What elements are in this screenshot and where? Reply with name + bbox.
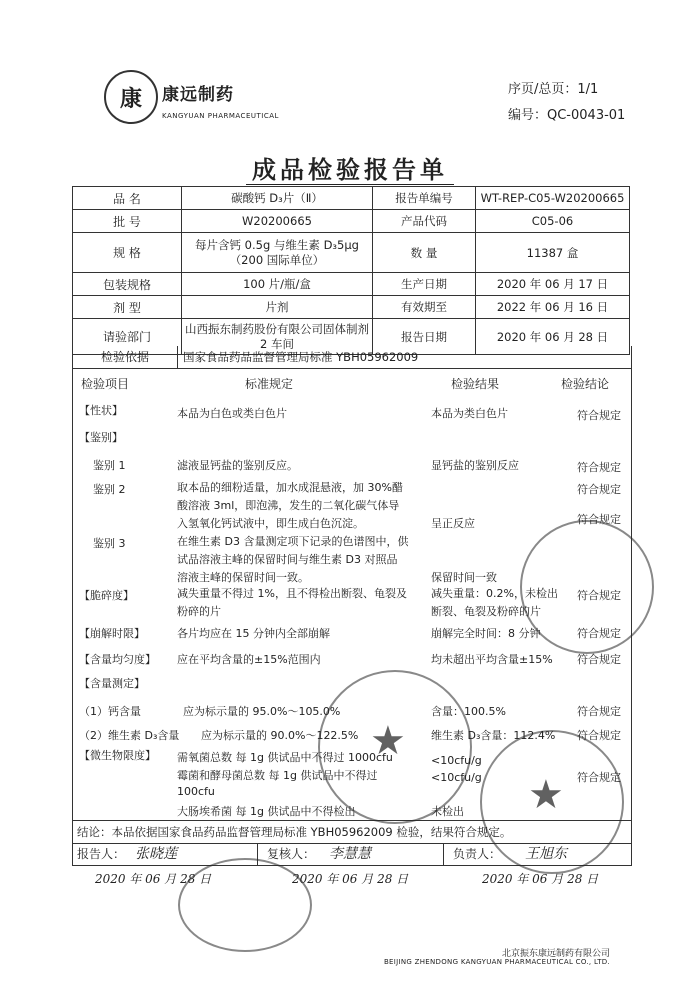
stamp-star-icon: ★ (528, 772, 564, 818)
std-vitd3: 应为标示量的 90.0%～122.5% (201, 729, 359, 742)
value-expiry: 2022 年 06 月 16 日 (476, 296, 630, 319)
reviewer-signature: 李慧慧 (329, 846, 371, 862)
footer-company-cn: 北京振东康远制药有限公司 (501, 949, 610, 959)
section-assay: 【含量测定】 (79, 677, 145, 690)
std-calcium: 应为标示量的 95.0%～105.0% (183, 705, 341, 718)
quality-stamp (520, 520, 654, 654)
result-id2: 呈正反应 (431, 517, 475, 530)
divider (443, 843, 444, 865)
result-calcium: 含量：100.5% (431, 705, 506, 718)
concl-uniformity: 符合规定 (577, 653, 621, 666)
result-microbial-3: 未检出 (431, 805, 464, 818)
concl-calcium: 符合规定 (577, 705, 621, 718)
concl-appearance: 符合规定 (577, 409, 621, 422)
value-quantity: 11387 盒 (476, 233, 630, 273)
value-product-name: 碳酸钙 D₃片（Ⅱ） (182, 187, 373, 210)
result-vitd3: 维生素 D₃含量：112.4% (431, 729, 556, 742)
value-basis: 国家食品药品监督管理局标准 YBH05962009 (183, 350, 419, 364)
table-row (73, 233, 630, 273)
table-row (73, 296, 630, 319)
reporter-signature: 张晓莲 (135, 846, 177, 862)
item-friability: 【脆碎度】 (79, 589, 134, 602)
table-row (73, 210, 630, 233)
value-package: 100 片/瓶/盒 (182, 273, 373, 296)
std-disintegration: 各片均应在 15 分钟内全部崩解 (177, 627, 330, 640)
item-appearance: 【性状】 (79, 404, 123, 417)
item-microbial: 【微生物限度】 (79, 749, 156, 762)
manager-label: 负责人： (453, 847, 502, 861)
company-name-cn: 康远制药 (162, 85, 234, 105)
std-id2-line1: 取本品的细粉适量，加水成混悬液，加 30%醋 (177, 481, 403, 494)
std-id2-line2: 酸溶液 3ml，即泡沸，发生的二氧化碳气体导 (177, 499, 400, 512)
quality-stamp (178, 858, 312, 952)
item-uniformity: 【含量均匀度】 (79, 653, 156, 666)
result-disintegration: 崩解完全时间：8 分钟 (431, 627, 541, 640)
label-package: 包装规格 (73, 273, 182, 296)
std-uniformity: 应在平均含量的±15%范围内 (177, 653, 321, 666)
std-id1: 滤液显钙盐的鉴别反应。 (177, 459, 298, 472)
col-header-standard: 标准规定 (245, 377, 294, 391)
reporter-label: 报告人： (77, 847, 126, 861)
document-code: 编号：QC-0043-01 (508, 108, 626, 123)
label-batch: 批 号 (73, 210, 182, 233)
concl-friability: 符合规定 (577, 589, 621, 602)
std-microbial-line3: 100cfu (177, 785, 215, 798)
stamp-star-icon: ★ (370, 718, 406, 764)
label-product-name: 品 名 (73, 187, 182, 210)
std-id2-line3: 入氢氧化钙试液中，即生成白色沉淀。 (177, 517, 364, 530)
std-appearance: 本品为白色或类白色片 (177, 407, 287, 420)
section-identification: 【鉴别】 (79, 431, 123, 444)
std-microbial-line2: 霉菌和酵母菌总数 每 1g 供试品中不得过 (177, 769, 378, 782)
label-expiry: 有效期至 (373, 296, 476, 319)
label-report-date: 报告日期 (373, 319, 476, 355)
reviewer-date: 2020 年 06 月 28 日 (292, 872, 409, 886)
test-basis-row (72, 346, 632, 369)
col-header-result: 检验结果 (451, 377, 500, 391)
std-friability-line2: 粉碎的片 (177, 605, 221, 618)
concl-vitd3: 符合规定 (577, 729, 621, 742)
reviewer-label: 复核人： (267, 847, 316, 861)
manager-date: 2020 年 06 月 28 日 (482, 872, 599, 886)
result-microbial-2: <10cfu/g (431, 771, 482, 784)
label-dosage-form: 剂 型 (73, 296, 182, 319)
footer-company-en: BEIJING ZHENDONG KANGYUAN PHARMACEUTICAL CO., LTD. (383, 958, 610, 966)
item-id1: 鉴别 1 (93, 459, 126, 472)
value-department: 山西振东制药股份有限公司固体制剂 2 车间 (182, 319, 373, 355)
table-row (73, 273, 630, 296)
result-appearance: 本品为类白色片 (431, 407, 508, 420)
item-id2: 鉴别 2 (93, 483, 126, 496)
std-microbial-line1: 需氧菌总数 每 1g 供试品中不得过 1000cfu (177, 751, 393, 764)
label-mfg-date: 生产日期 (373, 273, 476, 296)
value-spec: 每片含钙 0.5g 与维生素 D₃5μg（200 国际单位） (182, 233, 373, 273)
item-calcium: （1）钙含量 (79, 705, 141, 718)
manager-signature: 王旭东 (525, 846, 567, 862)
company-logo: 康 (104, 70, 158, 124)
label-quantity: 数 量 (373, 233, 476, 273)
value-report-no: WT-REP-C05-W20200665 (476, 187, 630, 210)
result-friability-line1: 减失重量：0.2%，未检出 (431, 587, 558, 600)
table-row (73, 187, 630, 210)
std-id3-line1: 在维生素 D3 含量测定项下记录的色谱图中，供 (177, 535, 409, 548)
col-header-item: 检验项目 (81, 377, 130, 391)
concl-id1: 符合规定 (577, 461, 621, 474)
label-product-code: 产品代码 (373, 210, 476, 233)
value-report-date: 2020 年 06 月 28 日 (476, 319, 630, 355)
concl-id3: 符合规定 (577, 513, 621, 526)
concl-id2: 符合规定 (577, 483, 621, 496)
page-number: 序页/总页：1/1 (508, 82, 599, 97)
label-basis: 检验依据 (73, 346, 178, 368)
label-report-no: 报告单编号 (373, 187, 476, 210)
item-vitd3: （2）维生素 D₃含量 (79, 729, 180, 742)
result-id1: 显钙盐的鉴别反应 (431, 459, 519, 472)
company-name-en: KANGYUAN PHARMACEUTICAL (162, 112, 279, 120)
result-friability-line2: 断裂、龟裂及粉碎的片 (431, 605, 541, 618)
value-mfg-date: 2020 年 06 月 17 日 (476, 273, 630, 296)
page-title: 成品检验报告单 (0, 150, 700, 185)
std-id3-line3: 溶液主峰的保留时间一致。 (177, 571, 309, 584)
item-id3: 鉴别 3 (93, 537, 126, 550)
std-microbial-line4: 大肠埃希菌 每 1g 供试品中不得检出 (177, 805, 356, 818)
result-microbial-1: <10cfu/g (431, 754, 482, 767)
value-dosage-form: 片剂 (182, 296, 373, 319)
std-id3-line2: 试品溶液主峰的保留时间与维生素 D3 对照品 (177, 553, 398, 566)
col-header-conclusion: 检验结论 (561, 377, 610, 391)
result-id3: 保留时间一致 (431, 571, 497, 584)
result-uniformity: 均未超出平均含量±15% (431, 653, 553, 666)
product-info-table (72, 186, 630, 355)
label-department: 请验部门 (73, 319, 182, 355)
item-disintegration: 【崩解时限】 (79, 627, 145, 640)
reporter-date: 2020 年 06 月 28 日 (95, 872, 212, 886)
value-product-code: C05-06 (476, 210, 630, 233)
value-batch: W20200665 (182, 210, 373, 233)
std-friability-line1: 减失重量不得过 1%，且不得检出断裂、龟裂及 (177, 587, 407, 600)
concl-disintegration: 符合规定 (577, 627, 621, 640)
label-spec: 规 格 (73, 233, 182, 273)
concl-microbial: 符合规定 (577, 771, 621, 784)
conclusion-text: 结论：本品依据国家食品药品监督管理局标准 YBH05962009 检验，结果符合规定。 (77, 825, 512, 839)
